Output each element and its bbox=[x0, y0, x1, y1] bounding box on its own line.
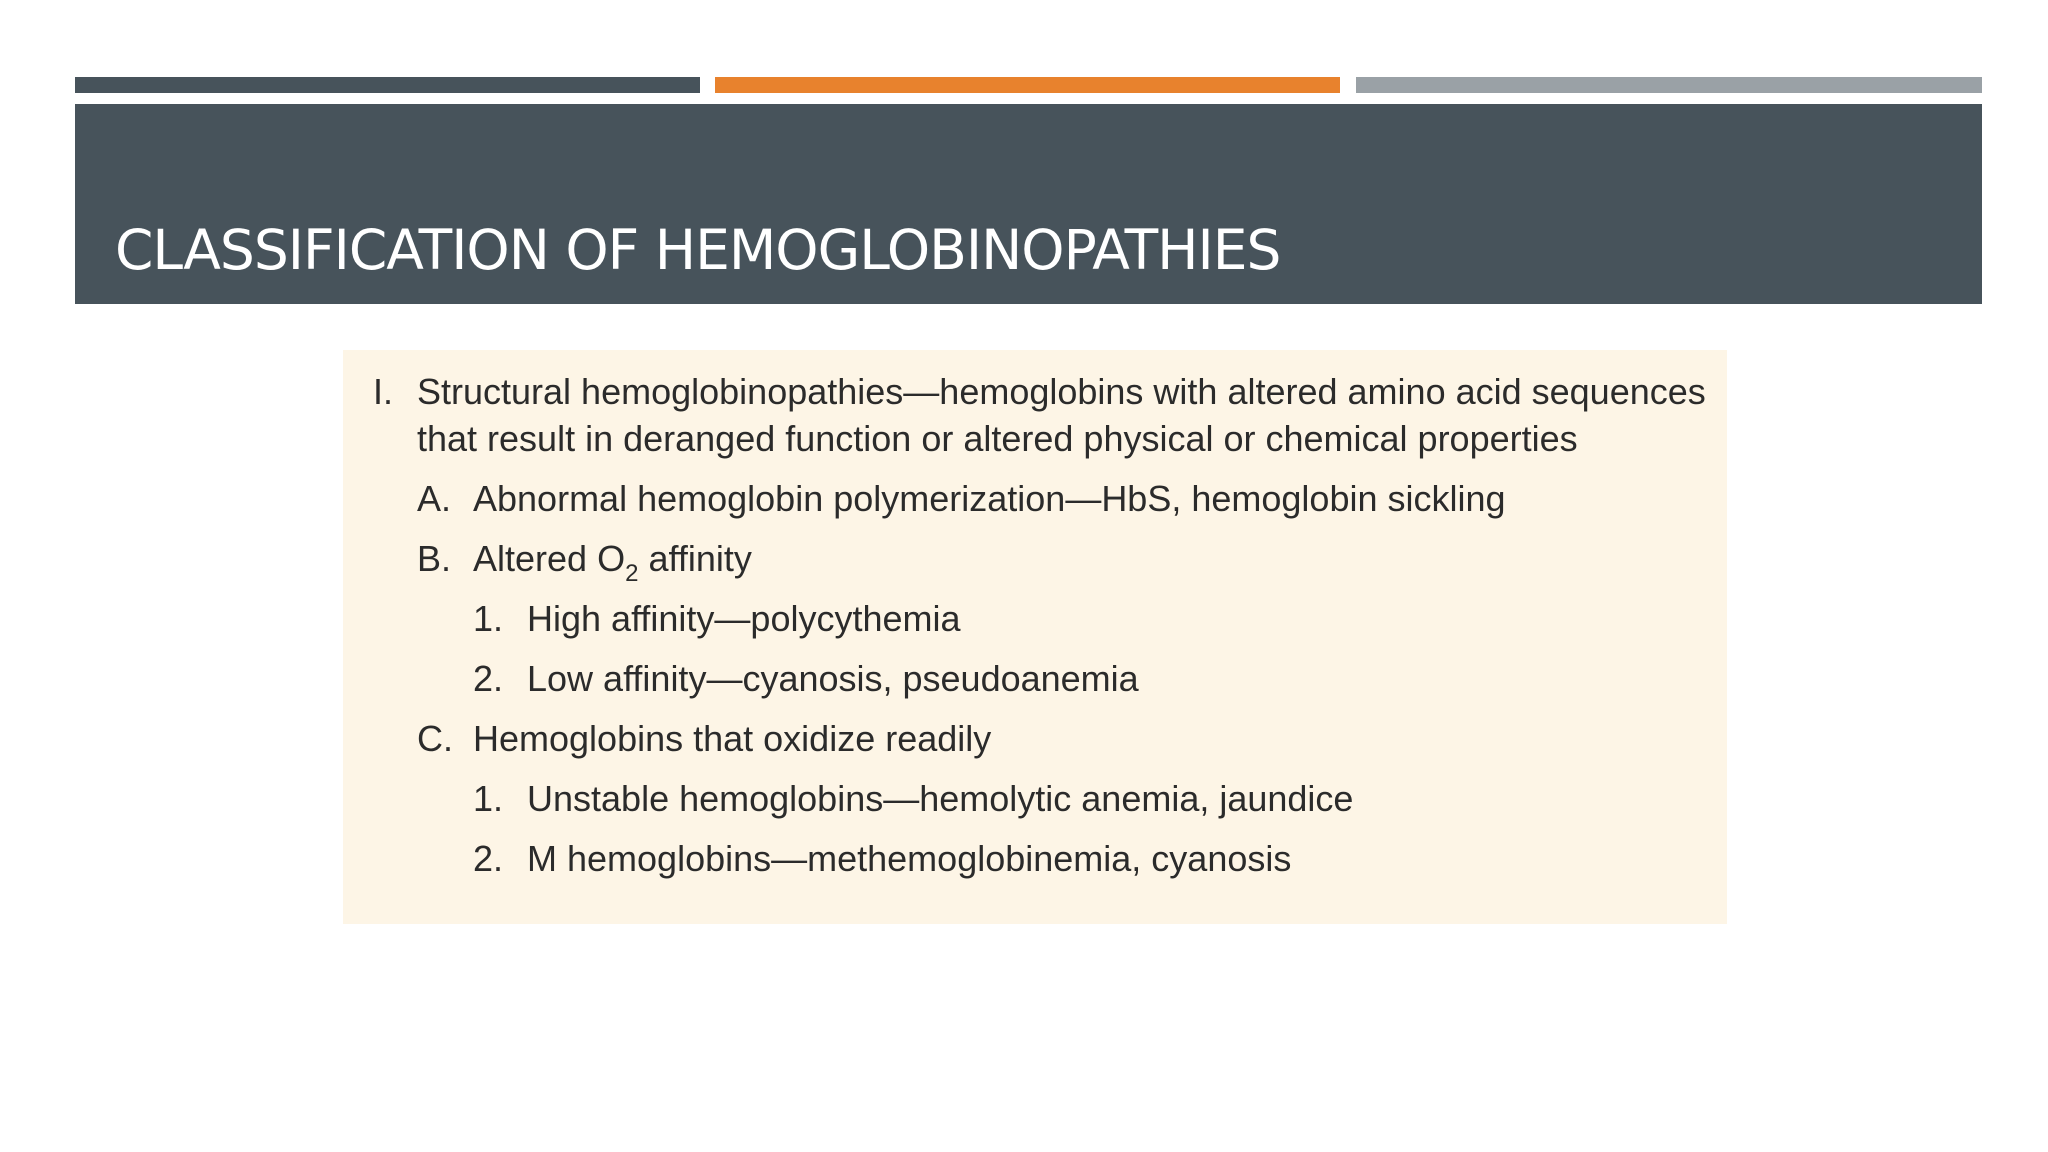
outline-text: Hemoglobins that oxidize readily bbox=[473, 718, 992, 759]
outline-item-high-affinity bbox=[373, 595, 1707, 642]
outline-item-m-hemoglobins bbox=[373, 835, 1707, 882]
outline-item-polymerization bbox=[373, 475, 1707, 522]
outline-text: Abnormal hemoglobin polymerization—HbS, hemoglobin sickling bbox=[473, 478, 1506, 519]
outline-item-o2-affinity bbox=[373, 535, 1707, 587]
outline-text-part: affinity bbox=[638, 538, 752, 579]
outline-marker: 2. bbox=[473, 658, 504, 699]
accent-bar-gray bbox=[1356, 77, 1982, 93]
outline-marker: 1. bbox=[473, 598, 504, 639]
outline-text: M hemoglobins—methemoglobinemia, cyanosis bbox=[527, 838, 1292, 879]
outline-item-low-affinity bbox=[373, 655, 1707, 702]
outline-marker: A. bbox=[417, 478, 452, 519]
accent-bar-dark bbox=[75, 77, 700, 93]
accent-bar-orange bbox=[715, 77, 1340, 93]
outline-text: High affinity—polycythemia bbox=[527, 598, 961, 639]
outline-marker: 1. bbox=[473, 778, 504, 819]
classification-panel bbox=[343, 350, 1727, 924]
subscript-two: 2 bbox=[625, 560, 639, 587]
outline-text: Low affinity—cyanosis, pseudoanemia bbox=[527, 658, 1139, 699]
title-band bbox=[75, 104, 1982, 304]
outline-item-oxidize bbox=[373, 715, 1707, 762]
outline-item-structural bbox=[373, 368, 1707, 462]
slide-title: CLASSIFICATION OF HEMOGLOBINOPATHIES bbox=[115, 218, 1281, 282]
outline-marker: B. bbox=[417, 538, 452, 579]
outline-marker: 2. bbox=[473, 838, 504, 879]
outline-marker: I. bbox=[373, 371, 394, 412]
outline-text: Structural hemoglobinopathies—hemoglobins with altered amino acid sequences that result in deranged function or altered physical or chemical properties bbox=[417, 371, 1706, 459]
outline-text: Unstable hemoglobins—hemolytic anemia, jaundice bbox=[527, 778, 1354, 819]
outline-item-unstable bbox=[373, 775, 1707, 822]
outline-text bbox=[473, 535, 752, 587]
outline-text-part: Altered O bbox=[473, 538, 626, 579]
outline-marker: C. bbox=[417, 718, 453, 759]
